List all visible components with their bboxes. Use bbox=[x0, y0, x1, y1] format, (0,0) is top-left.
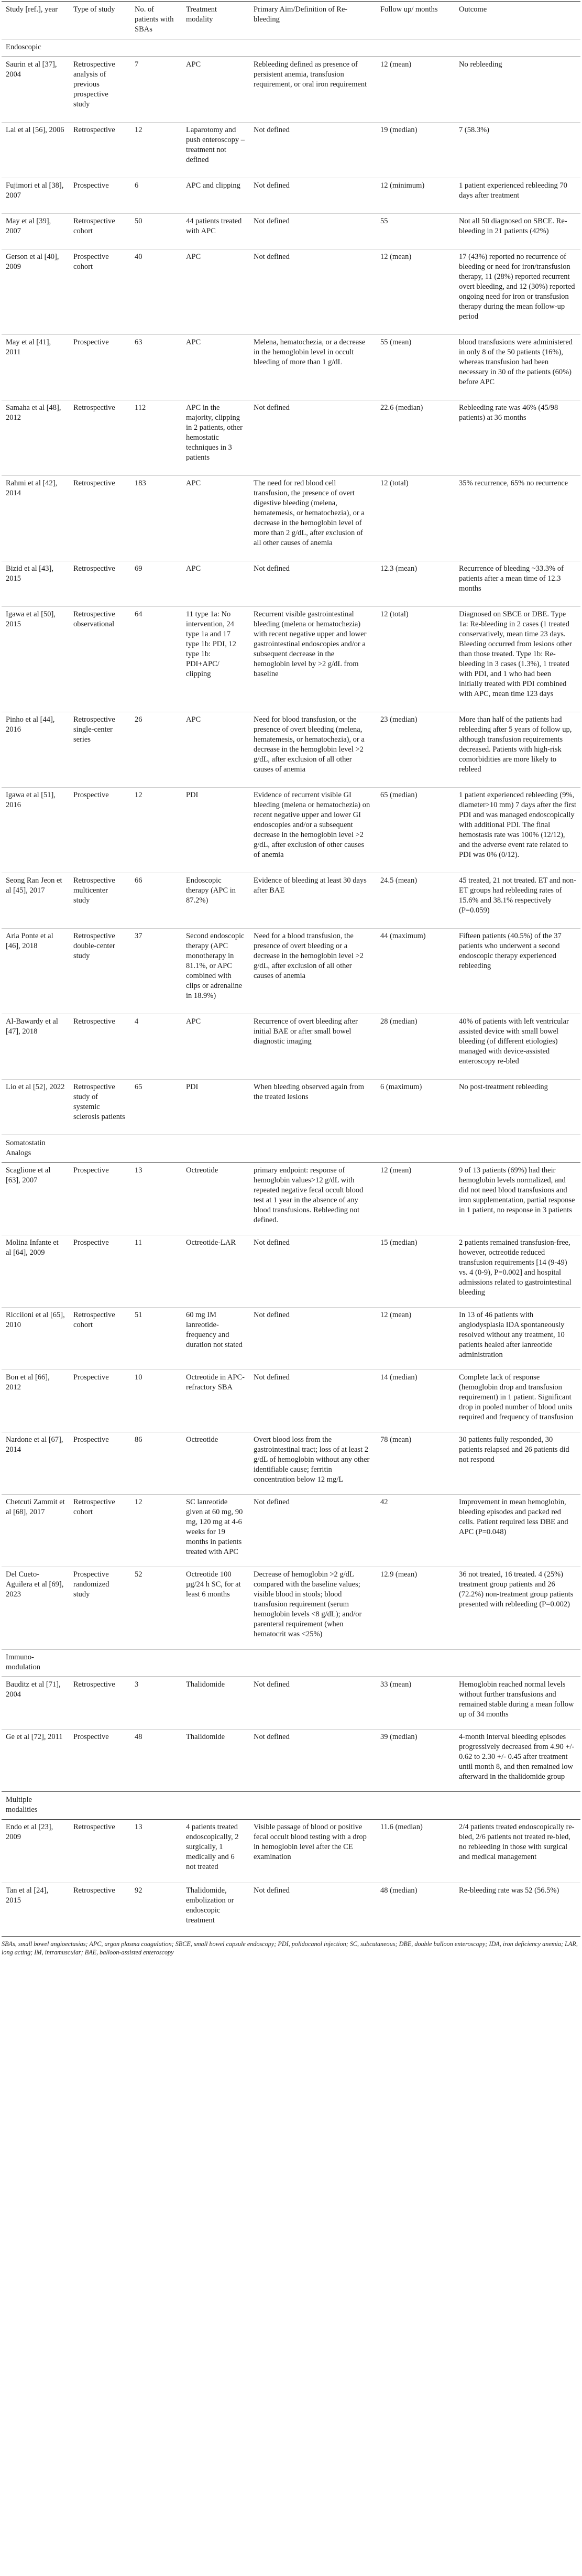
cell-study-type: Prospective cohort bbox=[69, 249, 130, 335]
cell-study: May et al [41], 2011 bbox=[2, 335, 69, 400]
cell-outcome: 4-month interval bleeding episodes progressively decreased from 4.90 +/- 0.62 to 2.30 +/- 0.45 after treatment until month 8, and then remained low afterward in the thalidomide group bbox=[455, 1730, 580, 1792]
cell-study-type: Prospective bbox=[69, 178, 130, 214]
cell-follow-up: 12 (mean) bbox=[376, 249, 455, 335]
table-row bbox=[2, 476, 580, 561]
cell-patients: 12 bbox=[130, 123, 182, 178]
section-group bbox=[2, 39, 580, 1135]
cell-study-type: Retrospective bbox=[69, 1883, 130, 1937]
cell-study: Scaglione et al [63], 2007 bbox=[2, 1163, 69, 1235]
cell-study: Lio et al [52], 2022 bbox=[2, 1080, 69, 1135]
section-header-filler bbox=[69, 39, 580, 57]
cell-treatment: APC bbox=[182, 1014, 249, 1080]
cell-study-type: Prospective bbox=[69, 1730, 130, 1792]
header-definition: Primary Aim/Definition of Re-bleeding bbox=[249, 2, 376, 39]
cell-definition: Not defined bbox=[249, 1730, 376, 1792]
cell-definition: Overt blood loss from the gastrointestinal tract; loss of at least 2 g/dL of hemoglobin without any other identifiable cause; ferritin concentration below 12 mg/L bbox=[249, 1432, 376, 1495]
section-header-filler bbox=[69, 1649, 580, 1677]
cell-follow-up: 12 (minimum) bbox=[376, 178, 455, 214]
table-row bbox=[2, 873, 580, 929]
cell-treatment: APC bbox=[182, 476, 249, 561]
cell-study-type: Retrospective bbox=[69, 1014, 130, 1080]
cell-study: Nardone et al [67], 2014 bbox=[2, 1432, 69, 1495]
cell-outcome: 35% recurrence, 65% no recurrence bbox=[455, 476, 580, 561]
cell-definition: Not defined bbox=[249, 214, 376, 249]
cell-treatment: 4 patients treated endoscopically, 2 surgically, 1 medically and 6 not treated bbox=[182, 1820, 249, 1883]
section-header-row bbox=[2, 1792, 580, 1820]
cell-study-type: Retrospective single-center series bbox=[69, 712, 130, 788]
cell-patients: 13 bbox=[130, 1163, 182, 1235]
cell-outcome: 9 of 13 patients (69%) had their hemoglobin levels normalized, and did not need blood transfusions and iron supplementation, partial response in 1 patient, no response in 3 patients bbox=[455, 1163, 580, 1235]
cell-patients: 13 bbox=[130, 1820, 182, 1883]
cell-outcome: No rebleeding bbox=[455, 57, 580, 123]
cell-patients: 69 bbox=[130, 561, 182, 607]
cell-treatment: Thalidomide, embolization or endoscopic treatment bbox=[182, 1883, 249, 1937]
cell-treatment: APC bbox=[182, 712, 249, 788]
cell-definition: Not defined bbox=[249, 1677, 376, 1730]
cell-definition: Recurrent visible gastrointestinal bleeding (melena or hematochezia) with recent negative upper and lower gastrointestinal endoscopies and/or a subsequent decrease in the hemoglobin level by >2 g/dL from baseline bbox=[249, 607, 376, 712]
cell-follow-up: 44 (maximum) bbox=[376, 929, 455, 1014]
cell-outcome: 2/4 patients treated endoscopically re-bled, 2/6 patients not treated re-bled, no rebleeding in those with surgical and medical management bbox=[455, 1820, 580, 1883]
cell-study-type: Retrospective bbox=[69, 400, 130, 476]
cell-outcome: Improvement in mean hemoglobin, bleeding episodes and packed red cells. Patient required less DBE and APC (P=0.048) bbox=[455, 1495, 580, 1567]
cell-patients: 11 bbox=[130, 1235, 182, 1308]
cell-study: Endo et al [23], 2009 bbox=[2, 1820, 69, 1883]
cell-definition: Not defined bbox=[249, 1883, 376, 1937]
cell-patients: 10 bbox=[130, 1370, 182, 1432]
table-row bbox=[2, 1677, 580, 1730]
cell-outcome: 17 (43%) reported no recurrence of bleeding or need for iron/transfusion therapy, 11 (28%) reported recurrent overt bleeding, and 12 (30%) reported ongoing need for iron or transfusion therapy during the mean follow-up period bbox=[455, 249, 580, 335]
cell-follow-up: 78 (mean) bbox=[376, 1432, 455, 1495]
cell-study-type: Prospective bbox=[69, 1432, 130, 1495]
cell-study: Al-Bawardy et al [47], 2018 bbox=[2, 1014, 69, 1080]
section-group bbox=[2, 1135, 580, 1649]
cell-follow-up: 12 (mean) bbox=[376, 1163, 455, 1235]
section-header-filler bbox=[69, 1135, 580, 1163]
cell-study: Samaha et al [48], 2012 bbox=[2, 400, 69, 476]
cell-definition: Not defined bbox=[249, 1308, 376, 1370]
section-header-row bbox=[2, 1135, 580, 1163]
cell-study: Seong Ran Jeon et al [45], 2017 bbox=[2, 873, 69, 929]
cell-outcome: 2 patients remained transfusion-free, however, octreotide reduced transfusion requirements [14 (9-49) vs. 4 (0-9), P=0.002] and hospital admissions related to gastrointestinal bleeding bbox=[455, 1235, 580, 1308]
section-title: Endoscopic bbox=[2, 39, 69, 57]
cell-treatment: Octreotide bbox=[182, 1432, 249, 1495]
cell-follow-up: 19 (median) bbox=[376, 123, 455, 178]
cell-follow-up: 15 (median) bbox=[376, 1235, 455, 1308]
cell-treatment: SC lanreotide given at 60 mg, 90 mg, 120 mg at 4-6 weeks for 19 months in patients treated with APC bbox=[182, 1495, 249, 1567]
table-row bbox=[2, 335, 580, 400]
section-title: Immuno-modulation bbox=[2, 1649, 69, 1677]
cell-treatment: APC and clipping bbox=[182, 178, 249, 214]
cell-follow-up: 12 (total) bbox=[376, 476, 455, 561]
cell-study: Chetcuti Zammit et al [68], 2017 bbox=[2, 1495, 69, 1567]
cell-study-type: Retrospective study of systemic sclerosis patients bbox=[69, 1080, 130, 1135]
cell-follow-up: 55 bbox=[376, 214, 455, 249]
section-header-filler bbox=[69, 1792, 580, 1820]
cell-follow-up: 33 (mean) bbox=[376, 1677, 455, 1730]
cell-patients: 26 bbox=[130, 712, 182, 788]
cell-outcome: 45 treated, 21 not treated. ET and non-ET groups had rebleeding rates of 15.6% and 38.1% respectively (P=0.059) bbox=[455, 873, 580, 929]
cell-treatment: Octreotide in APC-refractory SBA bbox=[182, 1370, 249, 1432]
cell-treatment: 44 patients treated with APC bbox=[182, 214, 249, 249]
table-row bbox=[2, 178, 580, 214]
cell-treatment: Thalidomide bbox=[182, 1730, 249, 1792]
cell-outcome: 36 not treated, 16 treated. 4 (25%) treatment group patients and 26 (72.2%) non-treatment group patients presented with rebleeding (P=0.002) bbox=[455, 1567, 580, 1649]
cell-patients: 7 bbox=[130, 57, 182, 123]
table-row bbox=[2, 1308, 580, 1370]
cell-patients: 86 bbox=[130, 1432, 182, 1495]
cell-study-type: Retrospective bbox=[69, 561, 130, 607]
cell-follow-up: 22.6 (median) bbox=[376, 400, 455, 476]
cell-study-type: Prospective bbox=[69, 1235, 130, 1308]
cell-study: Tan et al [24], 2015 bbox=[2, 1883, 69, 1937]
cell-patients: 52 bbox=[130, 1567, 182, 1649]
cell-definition: Recurrence of overt bleeding after initial BAE or after small bowel diagnostic imaging bbox=[249, 1014, 376, 1080]
header-treatment: Treatment modality bbox=[182, 2, 249, 39]
cell-follow-up: 12 (mean) bbox=[376, 57, 455, 123]
cell-follow-up: 23 (median) bbox=[376, 712, 455, 788]
cell-definition: Not defined bbox=[249, 249, 376, 335]
table-row bbox=[2, 249, 580, 335]
table-row bbox=[2, 607, 580, 712]
cell-study-type: Retrospective bbox=[69, 1820, 130, 1883]
table-row bbox=[2, 1432, 580, 1495]
cell-study: Igawa et al [50], 2015 bbox=[2, 607, 69, 712]
cell-treatment: Endoscopic therapy (APC in 87.2%) bbox=[182, 873, 249, 929]
cell-patients: 6 bbox=[130, 178, 182, 214]
cell-follow-up: 12.3 (mean) bbox=[376, 561, 455, 607]
cell-definition: Not defined bbox=[249, 178, 376, 214]
cell-study-type: Prospective bbox=[69, 1163, 130, 1235]
cell-study: Igawa et al [51], 2016 bbox=[2, 788, 69, 873]
cell-follow-up: 65 (median) bbox=[376, 788, 455, 873]
table-row bbox=[2, 1820, 580, 1883]
cell-patients: 12 bbox=[130, 788, 182, 873]
cell-outcome: 1 patient experienced rebleeding 70 days after treatment bbox=[455, 178, 580, 214]
table-row bbox=[2, 1014, 580, 1080]
table-row bbox=[2, 214, 580, 249]
table-row bbox=[2, 1370, 580, 1432]
cell-patients: 48 bbox=[130, 1730, 182, 1792]
cell-study-type: Prospective randomized study bbox=[69, 1567, 130, 1649]
cell-definition: Evidence of bleeding at least 30 days after BAE bbox=[249, 873, 376, 929]
cell-study-type: Retrospective cohort bbox=[69, 1308, 130, 1370]
cell-patients: 12 bbox=[130, 1495, 182, 1567]
table-row bbox=[2, 712, 580, 788]
cell-definition: Melena, hematochezia, or a decrease in the hemoglobin level in occult bleeding of more than 1 g/dL bbox=[249, 335, 376, 400]
table-row bbox=[2, 788, 580, 873]
section-header-row bbox=[2, 1649, 580, 1677]
cell-definition: Decrease of hemoglobin >2 g/dL compared with the baseline values; visible blood in stools; blood transfusion requirement (serum hemoglobin levels <8 g/dL); and/or parenteral requirement (when hematocrit was <25%) bbox=[249, 1567, 376, 1649]
header-follow-up: Follow up/ months bbox=[376, 2, 455, 39]
cell-patients: 40 bbox=[130, 249, 182, 335]
studies-table bbox=[2, 1, 580, 1937]
cell-treatment: Octreotide bbox=[182, 1163, 249, 1235]
header-study: Study [ref.], year bbox=[2, 2, 69, 39]
table-row bbox=[2, 1495, 580, 1567]
cell-follow-up: 48 (median) bbox=[376, 1883, 455, 1937]
header-type: Type of study bbox=[69, 2, 130, 39]
header-outcome: Outcome bbox=[455, 2, 580, 39]
table-row bbox=[2, 400, 580, 476]
cell-definition: Rebleeding defined as presence of persistent anemia, transfusion requirement, or oral iron requirement bbox=[249, 57, 376, 123]
table-row bbox=[2, 123, 580, 178]
cell-study: Bizid et al [43], 2015 bbox=[2, 561, 69, 607]
cell-patients: 50 bbox=[130, 214, 182, 249]
table-row bbox=[2, 1730, 580, 1792]
cell-patients: 64 bbox=[130, 607, 182, 712]
cell-definition: Not defined bbox=[249, 1495, 376, 1567]
cell-treatment: APC in the majority, clipping in 2 patients, other hemostatic techniques in 3 patients bbox=[182, 400, 249, 476]
table-row bbox=[2, 561, 580, 607]
cell-treatment: Second endoscopic therapy (APC monotherapy in 81.1%, or APC combined with clips or adrenaline in 18.9%) bbox=[182, 929, 249, 1014]
cell-outcome: Re-bleeding rate was 52 (56.5%) bbox=[455, 1883, 580, 1937]
cell-outcome: 1 patient experienced rebleeding (9%, diameter>10 mm) 7 days after the first PDI and was managed endoscopically with additional PDI. The final hemostasis rate was 100% (12/12), and the adverse event rate related to PDI was 0% (0/12). bbox=[455, 788, 580, 873]
cell-study: Lai et al [56], 2006 bbox=[2, 123, 69, 178]
cell-follow-up: 28 (median) bbox=[376, 1014, 455, 1080]
cell-treatment: APC bbox=[182, 249, 249, 335]
cell-patients: 66 bbox=[130, 873, 182, 929]
cell-study-type: Prospective bbox=[69, 788, 130, 873]
cell-definition: Evidence of recurrent visible GI bleeding (melena or hematochezia) on recent negative upper and lower GI endoscopies and/or a subsequent decrease in the hemoglobin level >2 g/dL, after exclusion of other causes of anemia bbox=[249, 788, 376, 873]
cell-study: Pinho et al [44], 2016 bbox=[2, 712, 69, 788]
cell-study: Molina Infante et al [64], 2009 bbox=[2, 1235, 69, 1308]
cell-study-type: Retrospective bbox=[69, 1677, 130, 1730]
cell-treatment: 60 mg IM lanreotide- frequency and duration not stated bbox=[182, 1308, 249, 1370]
cell-study: Del Cueto-Aguilera et al [69], 2023 bbox=[2, 1567, 69, 1649]
section-title: Somatostatin Analogs bbox=[2, 1135, 69, 1163]
table-header-row bbox=[2, 2, 580, 39]
cell-patients: 183 bbox=[130, 476, 182, 561]
cell-outcome: Rebleeding rate was 46% (45/98 patients) at 36 months bbox=[455, 400, 580, 476]
section-group bbox=[2, 1792, 580, 1937]
cell-definition: Not defined bbox=[249, 1235, 376, 1308]
cell-treatment: APC bbox=[182, 561, 249, 607]
cell-treatment: Octreotide-LAR bbox=[182, 1235, 249, 1308]
cell-definition: Not defined bbox=[249, 400, 376, 476]
cell-follow-up: 12 (total) bbox=[376, 607, 455, 712]
cell-study: Fujimori et al [38], 2007 bbox=[2, 178, 69, 214]
cell-study: Gerson et al [40], 2009 bbox=[2, 249, 69, 335]
cell-patients: 63 bbox=[130, 335, 182, 400]
cell-definition: Not defined bbox=[249, 123, 376, 178]
table-row bbox=[2, 929, 580, 1014]
cell-patients: 92 bbox=[130, 1883, 182, 1937]
cell-study: Bauditz et al [71], 2004 bbox=[2, 1677, 69, 1730]
cell-study-type: Retrospective multicenter study bbox=[69, 873, 130, 929]
table-row bbox=[2, 1163, 580, 1235]
cell-outcome: 30 patients fully responded, 30 patients relapsed and 26 patients did not respond bbox=[455, 1432, 580, 1495]
cell-outcome: 7 (58.3%) bbox=[455, 123, 580, 178]
cell-study-type: Prospective bbox=[69, 335, 130, 400]
cell-study-type: Retrospective analysis of previous prospective study bbox=[69, 57, 130, 123]
cell-outcome: Not all 50 diagnosed on SBCE. Re-bleeding in 21 patients (42%) bbox=[455, 214, 580, 249]
table-row bbox=[2, 1883, 580, 1937]
cell-outcome: No post-treatment rebleeding bbox=[455, 1080, 580, 1135]
cell-patients: 65 bbox=[130, 1080, 182, 1135]
cell-study-type: Retrospective bbox=[69, 476, 130, 561]
cell-treatment: 11 type 1a: No intervention, 24 type 1a and 17 type 1b: PDI, 12 type 1b: PDI+APC/ clipping bbox=[182, 607, 249, 712]
cell-study: Aria Ponte et al [46], 2018 bbox=[2, 929, 69, 1014]
cell-patients: 112 bbox=[130, 400, 182, 476]
table-row bbox=[2, 57, 580, 123]
cell-study-type: Prospective bbox=[69, 1370, 130, 1432]
section-group bbox=[2, 1649, 580, 1792]
cell-follow-up: 11.6 (median) bbox=[376, 1820, 455, 1883]
cell-patients: 3 bbox=[130, 1677, 182, 1730]
cell-study-type: Retrospective bbox=[69, 123, 130, 178]
cell-patients: 4 bbox=[130, 1014, 182, 1080]
cell-treatment: Octreotide 100 µg/24 h SC, for at least 6 months bbox=[182, 1567, 249, 1649]
cell-treatment: PDI bbox=[182, 788, 249, 873]
cell-treatment: PDI bbox=[182, 1080, 249, 1135]
cell-study-type: Retrospective observational bbox=[69, 607, 130, 712]
cell-study-type: Retrospective double-center study bbox=[69, 929, 130, 1014]
cell-patients: 51 bbox=[130, 1308, 182, 1370]
cell-outcome: Complete lack of response (hemoglobin drop and transfusion requirement) in 1 patient. Significant drop in pooled number of blood units required and frequency of transfusion bbox=[455, 1370, 580, 1432]
section-header-row bbox=[2, 39, 580, 57]
cell-outcome: More than half of the patients had rebleeding after 5 years of follow up, although transfusion requirements decreased. Patients with high-risk comorbidities are more likely to rebleed bbox=[455, 712, 580, 788]
cell-study: Ge et al [72], 2011 bbox=[2, 1730, 69, 1792]
cell-treatment: Thalidomide bbox=[182, 1677, 249, 1730]
cell-treatment: Laparotomy and push enteroscopy – treatment not defined bbox=[182, 123, 249, 178]
section-title: Multiple modalities bbox=[2, 1792, 69, 1820]
cell-definition: When bleeding observed again from the treated lesions bbox=[249, 1080, 376, 1135]
cell-study-type: Retrospective cohort bbox=[69, 214, 130, 249]
cell-study-type: Retrospective cohort bbox=[69, 1495, 130, 1567]
cell-definition: primary endpoint: response of hemoglobin values>12 g/dL with repeated negative fecal occult blood test at 1 year in the absence of any blood transfusions. Rebleeding not defined. bbox=[249, 1163, 376, 1235]
cell-treatment: APC bbox=[182, 57, 249, 123]
cell-follow-up: 14 (median) bbox=[376, 1370, 455, 1432]
header-patients: No. of patients with SBAs bbox=[130, 2, 182, 39]
table-row bbox=[2, 1080, 580, 1135]
cell-definition: Need for blood transfusion, or the presence of overt bleeding (melena, hematemesis, or hematochezia), or a decrease in the hemoglobin level >2 g/dL, after exclusion of all other causes of anemia bbox=[249, 712, 376, 788]
cell-treatment: APC bbox=[182, 335, 249, 400]
cell-outcome: Fifteen patients (40.5%) of the 37 patients who underwent a second endoscopic therapy experienced rebleeding bbox=[455, 929, 580, 1014]
cell-follow-up: 12 (mean) bbox=[376, 1308, 455, 1370]
cell-follow-up: 39 (median) bbox=[376, 1730, 455, 1792]
table-row bbox=[2, 1567, 580, 1649]
cell-definition: Not defined bbox=[249, 561, 376, 607]
cell-outcome: Hemoglobin reached normal levels without further transfusions and remained stable during a mean follow up of 34 months bbox=[455, 1677, 580, 1730]
cell-outcome: In 13 of 46 patients with angiodysplasia IDA spontaneously resolved without any treatment, 10 patients healed after lanreotide administration bbox=[455, 1308, 580, 1370]
cell-outcome: blood transfusions were administered in only 8 of the 50 patients (16%), whereas transfusion had been necessary in 30 of the patients (60%) before APC bbox=[455, 335, 580, 400]
cell-definition: The need for red blood cell transfusion, the presence of overt digestive bleeding (melena, hematemesis, or hematochezia), or a decrease in the hemoglobin level of more than 2 g/dL, after exclusion of all other causes of anemia bbox=[249, 476, 376, 561]
cell-study: Bon et al [66], 2012 bbox=[2, 1370, 69, 1432]
table-row bbox=[2, 1235, 580, 1308]
cell-study: May et al [39], 2007 bbox=[2, 214, 69, 249]
cell-follow-up: 24.5 (mean) bbox=[376, 873, 455, 929]
cell-definition: Visible passage of blood or positive fecal occult blood testing with a drop in hemoglobin level after the CE examination bbox=[249, 1820, 376, 1883]
cell-patients: 37 bbox=[130, 929, 182, 1014]
cell-follow-up: 6 (maximum) bbox=[376, 1080, 455, 1135]
cell-follow-up: 55 (mean) bbox=[376, 335, 455, 400]
cell-outcome: Diagnosed on SBCE or DBE. Type 1a: Re-bleeding in 2 cases (1 treated conservatively, mean time 23 days. Bleeding occurred from lesions other than those treated. Type 1b: Re-bleeding in 3 cases (1.3%), 1 treated with PDI, and 1 who had been initially treated with PDI combined with APC, mean time 123 days bbox=[455, 607, 580, 712]
cell-definition: Need for a blood transfusion, the presence of overt bleeding or a decrease in the hemoglobin level >2 g/dL, after exclusion of all other causes of anemia bbox=[249, 929, 376, 1014]
cell-study: Saurin et al [37], 2004 bbox=[2, 57, 69, 123]
cell-outcome: Recurrence of bleeding ~33.3% of patients after a mean time of 12.3 months bbox=[455, 561, 580, 607]
cell-study: Ricciloni et al [65], 2010 bbox=[2, 1308, 69, 1370]
cell-study: Rahmi et al [42], 2014 bbox=[2, 476, 69, 561]
cell-follow-up: 42 bbox=[376, 1495, 455, 1567]
cell-outcome: 40% of patients with left ventricular assisted device with small bowel bleeding (of different etiologies) managed with device-assisted enteroscopy re-bled bbox=[455, 1014, 580, 1080]
cell-definition: Not defined bbox=[249, 1370, 376, 1432]
table-footnote: SBAs, small bowel angioectasias; APC, argon plasma coagulation; SBCE, small bowel capsule endoscopy; PDI, polidocanol injection; SC, subcutaneous; DBE, double balloon enteroscopy; IDA, iron deficiency anemia; LAR, long acting; IM, intramuscular; BAE, balloon-assisted enteroscopy bbox=[2, 1940, 578, 1956]
cell-follow-up: 12.9 (mean) bbox=[376, 1567, 455, 1649]
